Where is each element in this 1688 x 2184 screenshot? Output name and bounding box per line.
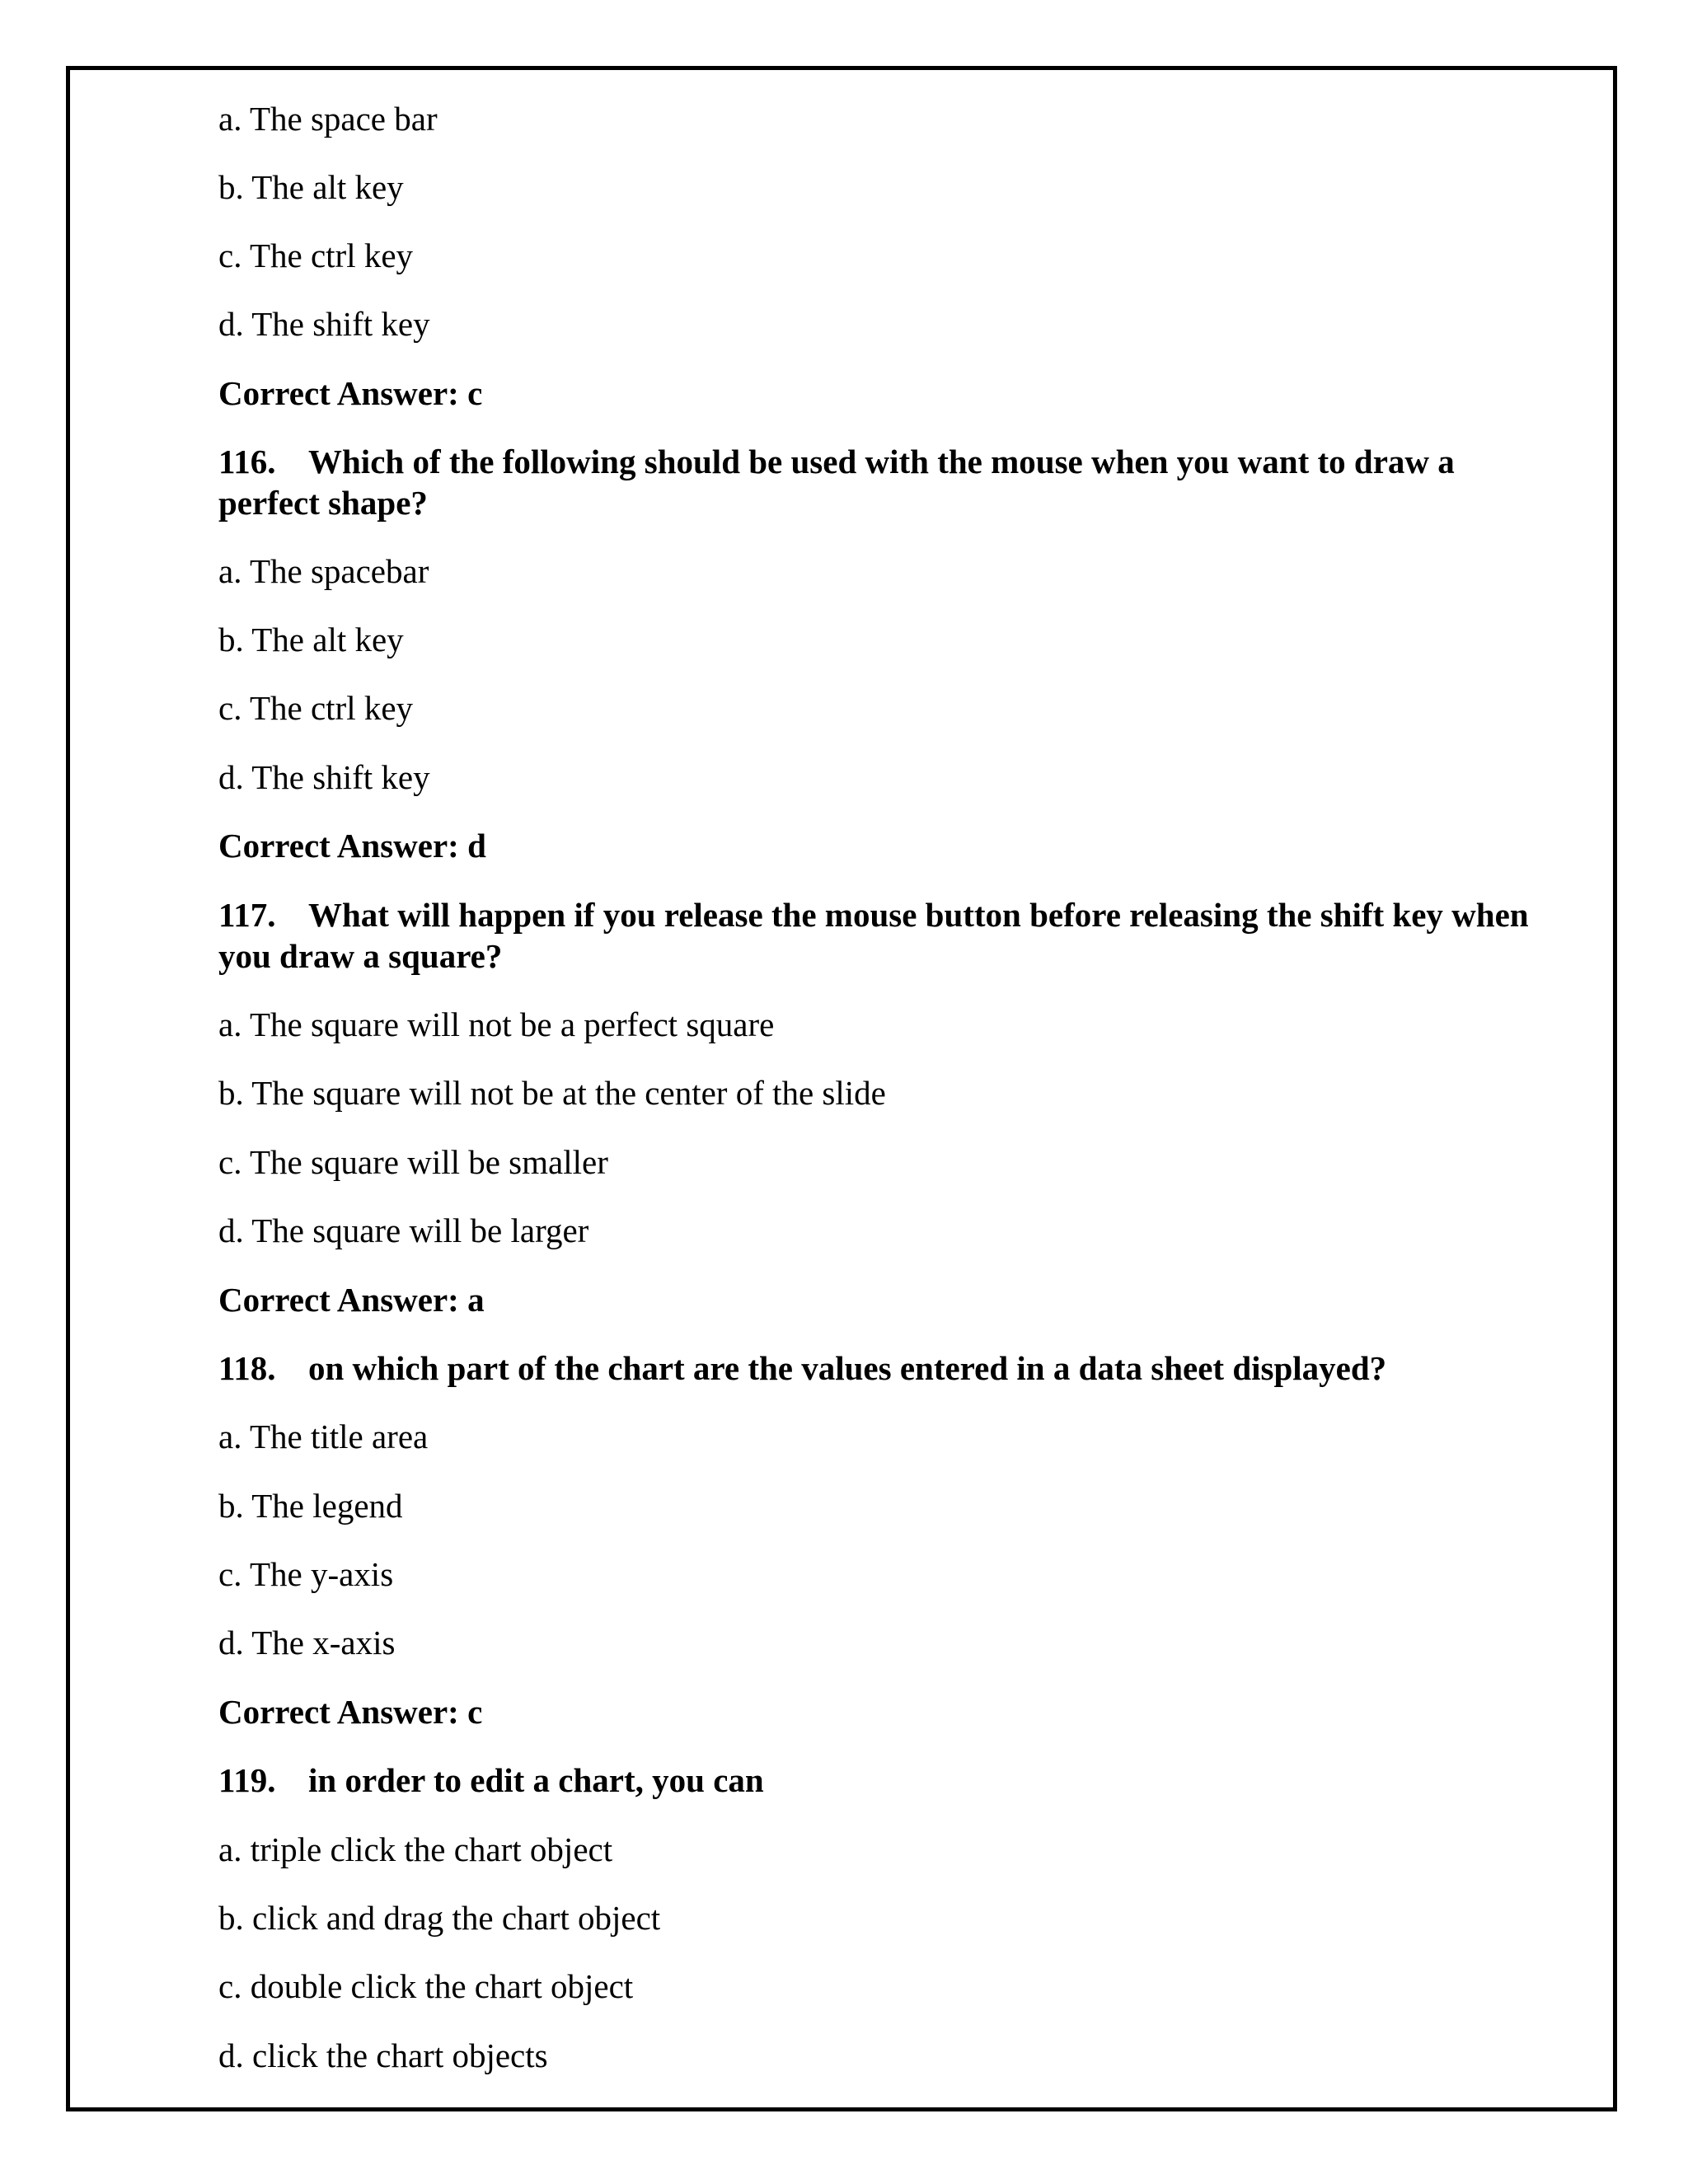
- option-a: a. triple click the chart object: [218, 1830, 613, 1868]
- option-d: d. click the chart objects: [218, 2036, 548, 2074]
- option-b: b. The alt key: [218, 621, 404, 658]
- option-c: c. The ctrl key: [218, 237, 414, 274]
- question-117: [218, 894, 1537, 977]
- correct-answer: Correct Answer: d: [218, 827, 486, 865]
- question-text: Which of the following should be used with the mouse when you want to draw a perfect shape?: [218, 443, 1455, 522]
- option-a: a. The square will not be a perfect square: [218, 1005, 775, 1043]
- option-b: b. The alt key: [218, 168, 404, 206]
- question-118: [218, 1347, 1537, 1389]
- question-119: [218, 1760, 1537, 1801]
- option-c: c. double click the chart object: [218, 1967, 634, 2005]
- question-text: in order to edit a chart, you can: [308, 1761, 764, 1799]
- option-d: d. The x-axis: [218, 1624, 396, 1661]
- question-number: 116.: [218, 443, 276, 480]
- question-number: 118.: [218, 1349, 276, 1387]
- option-a: a. The spacebar: [218, 552, 429, 590]
- correct-answer: Correct Answer: a: [218, 1281, 485, 1319]
- question-text: What will happen if you release the mouse button before releasing the shift key when you draw a square?: [218, 896, 1529, 975]
- option-b: b. The square will not be at the center of the slide: [218, 1074, 886, 1112]
- correct-answer: Correct Answer: c: [218, 1693, 483, 1731]
- question-116: [218, 441, 1537, 523]
- question-number: 119.: [218, 1761, 276, 1799]
- option-c: c. The square will be smaller: [218, 1143, 608, 1181]
- option-c: c. The ctrl key: [218, 689, 414, 727]
- option-a: a. The space bar: [218, 100, 438, 138]
- correct-answer: Correct Answer: c: [218, 374, 483, 412]
- option-d: d. The shift key: [218, 758, 430, 796]
- question-number: 117.: [218, 896, 276, 934]
- option-b: b. The legend: [218, 1487, 403, 1525]
- option-d: d. The square will be larger: [218, 1212, 589, 1249]
- option-c: c. The y-axis: [218, 1555, 394, 1593]
- option-b: b. click and drag the chart object: [218, 1899, 661, 1937]
- question-text: on which part of the chart are the values entered in a data sheet displayed?: [308, 1349, 1387, 1387]
- option-d: d. The shift key: [218, 305, 430, 343]
- option-a: a. The title area: [218, 1418, 429, 1455]
